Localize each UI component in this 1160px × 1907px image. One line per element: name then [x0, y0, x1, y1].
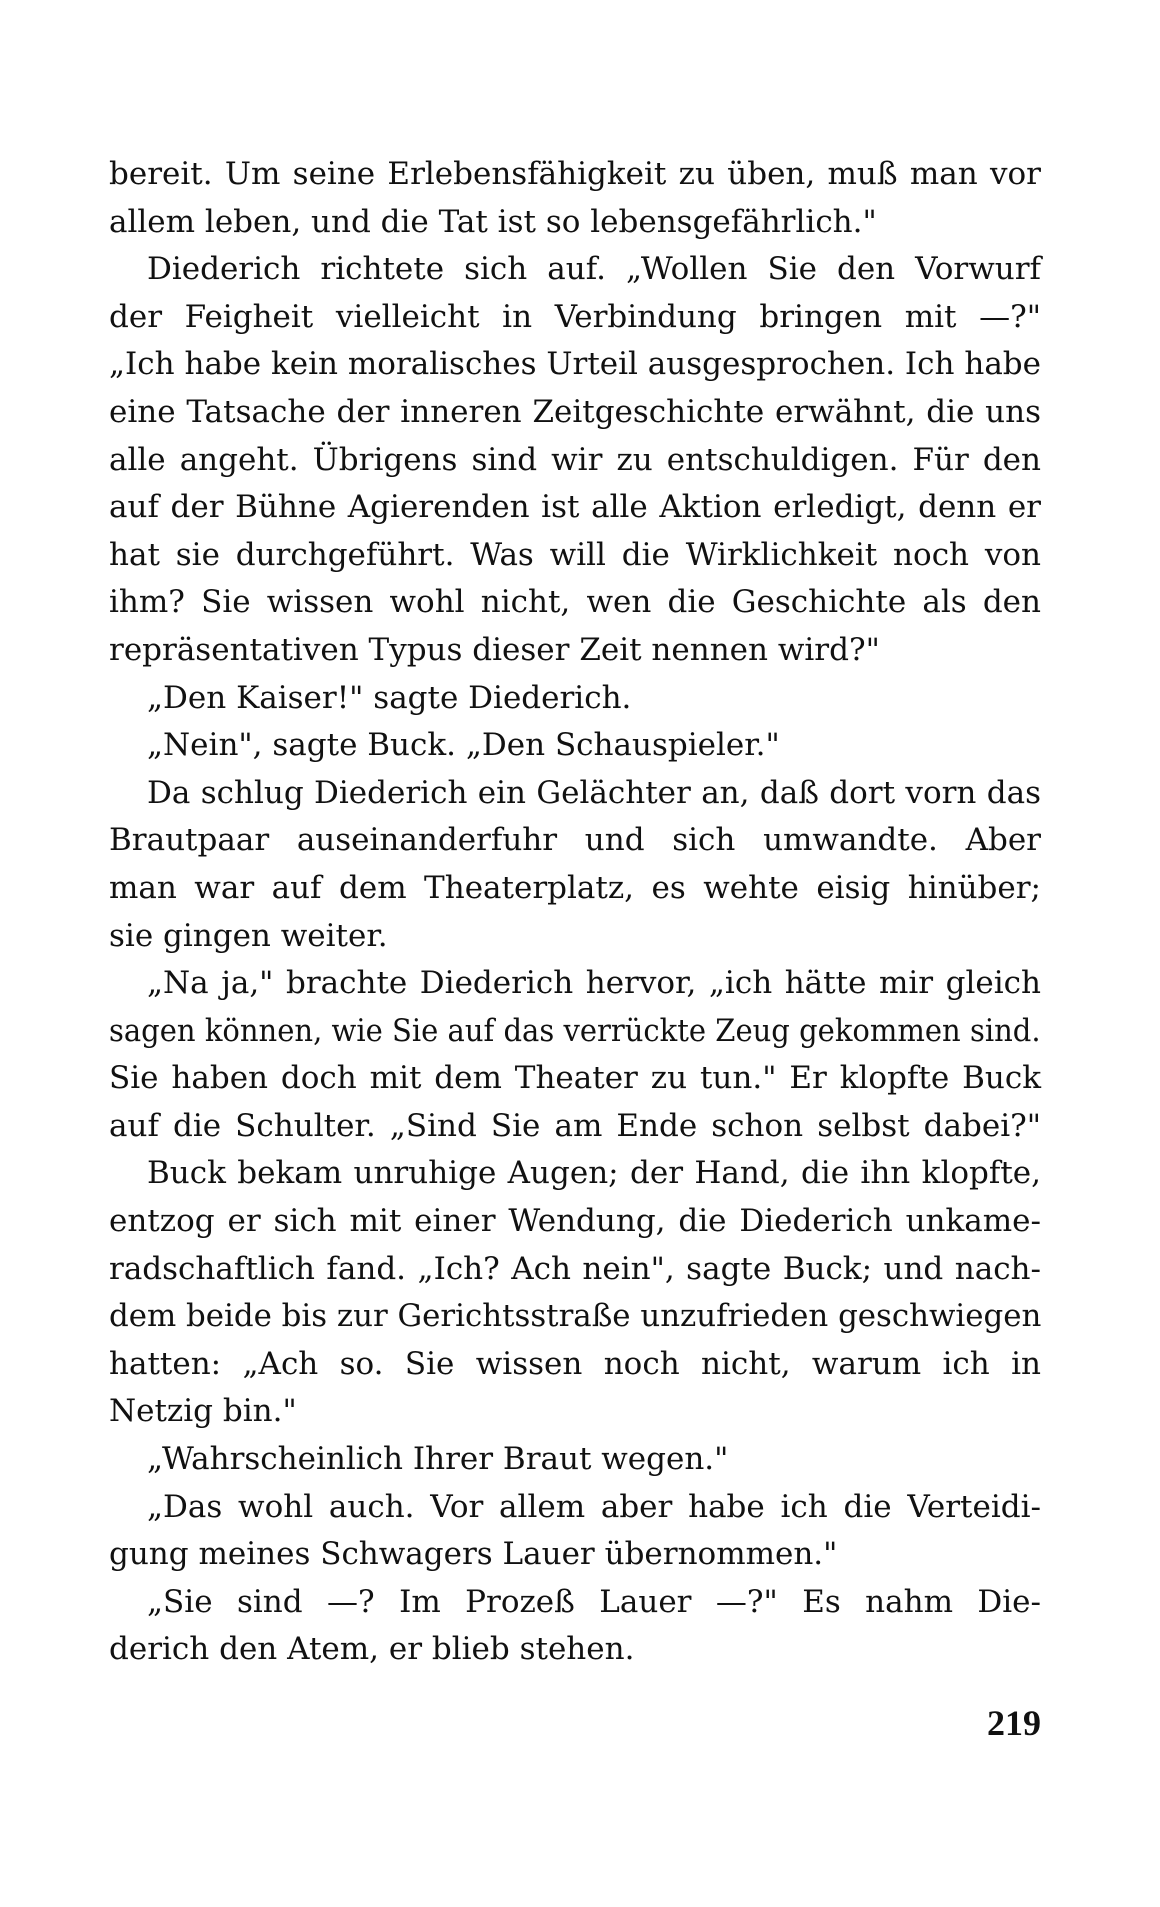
text-line: radschaftlich fand. „Ich? Ach nein", sagte Buck; und nach-	[109, 1250, 1041, 1287]
text-line: entzog er sich mit einer Wendung, die Diederich unkame-	[109, 1203, 1041, 1240]
page-number: 219	[987, 1703, 1041, 1743]
text-line: „Sie sind —? Im Prozeß Lauer —?" Es nahm Die-	[147, 1583, 1041, 1620]
text-line: Diederich richtete sich auf. „Wollen Sie den Vorwurf	[147, 251, 1041, 288]
text-line: hatten: „Ach so. Sie wissen noch nicht, warum ich in	[109, 1345, 1041, 1382]
body-text	[109, 151, 1041, 1674]
text-line: gung meines Schwagers Lauer übernommen."	[109, 1536, 838, 1573]
text-line: man war auf dem Theaterplatz, es wehte eisig hinüber;	[109, 869, 1041, 906]
text-line: sagen können, wie Sie auf das verrückte Zeug gekommen sind.	[109, 1012, 1041, 1049]
text-line: sie gingen weiter.	[109, 917, 388, 954]
text-line: eine Tatsache der inneren Zeitgeschichte erwähnt, die uns	[109, 393, 1041, 430]
text-line: Netzig bin."	[109, 1393, 297, 1430]
text-line: „Na ja," brachte Diederich hervor, „ich hätte mir gleich	[147, 965, 1041, 1002]
text-line: auf die Schulter. „Sind Sie am Ende schon selbst dabei?"	[109, 1107, 1041, 1144]
text-line: Sie haben doch mit dem Theater zu tun." Er klopfte Buck	[109, 1060, 1041, 1097]
text-line: bereit. Um seine Erlebensfähigkeit zu üben, muß man vor	[109, 156, 1041, 192]
text-line: dem beide bis zur Gerichtsstraße unzufrieden geschwiegen	[109, 1298, 1042, 1335]
text-line: „Das wohl auch. Vor allem aber habe ich die Verteidi-	[147, 1488, 1041, 1525]
text-line: „Wahrscheinlich Ihrer Braut wegen."	[147, 1441, 729, 1478]
text-line: hat sie durchgeführt. Was will die Wirklichkeit noch von	[109, 536, 1041, 573]
text-line: allem leben, und die Tat ist so lebensgefährlich."	[109, 203, 877, 240]
text-line: ihm? Sie wissen wohl nicht, wen die Geschichte als den	[109, 584, 1041, 621]
text-line: derich den Atem, er blieb stehen.	[109, 1631, 635, 1668]
text-line: Brautpaar auseinanderfuhr und sich umwandte. Aber	[109, 822, 1041, 859]
text-line: auf der Bühne Agierenden ist alle Aktion erledigt, denn er	[109, 489, 1041, 526]
text-line: Buck bekam unruhige Augen; der Hand, die ihn klopfte,	[147, 1155, 1041, 1192]
text-line: Da schlug Diederich ein Gelächter an, daß dort vorn das	[147, 774, 1041, 811]
text-line: der Feigheit vielleicht in Verbindung bringen mit —?"	[109, 298, 1041, 335]
text-line: repräsentativen Typus dieser Zeit nennen wird?"	[109, 631, 880, 668]
text-line: „Den Kaiser!" sagte Diederich.	[147, 679, 632, 716]
text-line: alle angeht. Übrigens sind wir zu entschuldigen. Für den	[109, 441, 1041, 478]
text-line: „Nein", sagte Buck. „Den Schauspieler."	[147, 727, 780, 764]
text-line: „Ich habe kein moralisches Urteil ausgesprochen. Ich habe	[109, 346, 1041, 383]
